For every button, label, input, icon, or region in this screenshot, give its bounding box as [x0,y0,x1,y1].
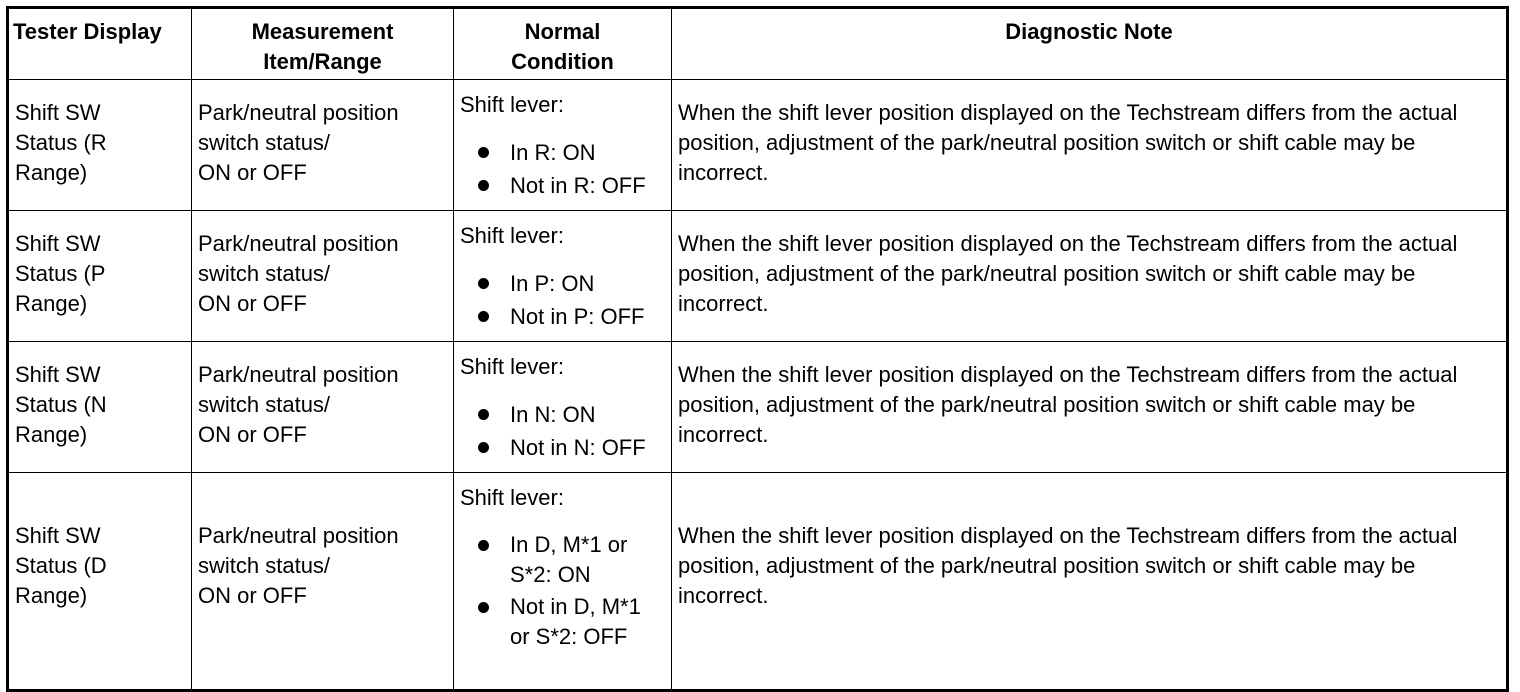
tester-display-cell: Shift SW Status (R Range) [8,80,192,211]
list-item [476,170,665,201]
measurement-cell: Park/neutral position switch status/ ON or OFF [192,473,454,691]
measurement-cell: Park/neutral position switch status/ ON or OFF [192,211,454,342]
diagnostic-note-cell: When the shift lever position displayed on the Techstream differs from the actual position, adjustment of the park/neutral position switch or shift cable may be incorrect. [672,80,1508,211]
list-item [476,432,665,463]
condition-list [460,268,665,332]
tester-display-cell: Shift SW Status (D Range) [8,473,192,691]
condition-text: Not in P: OFF [510,304,645,329]
condition-label: Shift lever: [460,223,564,248]
condition-text: In D, M*1 or S*2: ON [510,532,628,587]
tester-display-cell: Shift SW Status (P Range) [8,211,192,342]
list-item [476,268,665,299]
condition-label: Shift lever: [460,485,564,510]
bullet-icon [478,409,489,420]
normal-condition-cell [454,473,672,691]
header-measurement: Measurement Item/Range [192,8,454,80]
condition-text: In P: ON [510,271,595,296]
table-row [8,342,1508,473]
condition-text: In N: ON [510,402,596,427]
header-row [8,8,1508,80]
tester-display-cell: Shift SW Status (N Range) [8,342,192,473]
list-item [476,530,665,590]
condition-list [460,399,665,463]
condition-list [460,530,665,652]
normal-condition-cell [454,342,672,473]
diagnostic-table [6,6,1509,692]
diagnostic-note-cell: When the shift lever position displayed on the Techstream differs from the actual position, adjustment of the park/neutral position switch or shift cable may be incorrect. [672,342,1508,473]
bullet-icon [478,311,489,322]
list-item [476,137,665,168]
measurement-cell: Park/neutral position switch status/ ON or OFF [192,342,454,473]
header-tester-display: Tester Display [8,8,192,80]
table-row [8,80,1508,211]
condition-list [460,137,665,201]
condition-text: Not in N: OFF [510,435,646,460]
bullet-icon [478,278,489,289]
condition-text: Not in R: OFF [510,173,646,198]
table-row [8,473,1508,691]
bullet-icon [478,147,489,158]
list-item [476,301,665,332]
header-normal-condition: Normal Condition [454,8,672,80]
condition-text: In R: ON [510,140,596,165]
condition-text: Not in D, M*1 or S*2: OFF [510,594,641,649]
bullet-icon [478,540,489,551]
condition-label: Shift lever: [460,354,564,379]
table-row [8,211,1508,342]
header-diagnostic-note: Diagnostic Note [672,8,1508,80]
measurement-cell: Park/neutral position switch status/ ON or OFF [192,80,454,211]
normal-condition-cell [454,211,672,342]
list-item [476,399,665,430]
diagnostic-note-cell: When the shift lever position displayed on the Techstream differs from the actual position, adjustment of the park/neutral position switch or shift cable may be incorrect. [672,473,1508,691]
normal-condition-cell [454,80,672,211]
list-item [476,592,665,652]
bullet-icon [478,180,489,191]
diagnostic-note-cell: When the shift lever position displayed on the Techstream differs from the actual position, adjustment of the park/neutral position switch or shift cable may be incorrect. [672,211,1508,342]
condition-label: Shift lever: [460,92,564,117]
bullet-icon [478,442,489,453]
bullet-icon [478,602,489,613]
